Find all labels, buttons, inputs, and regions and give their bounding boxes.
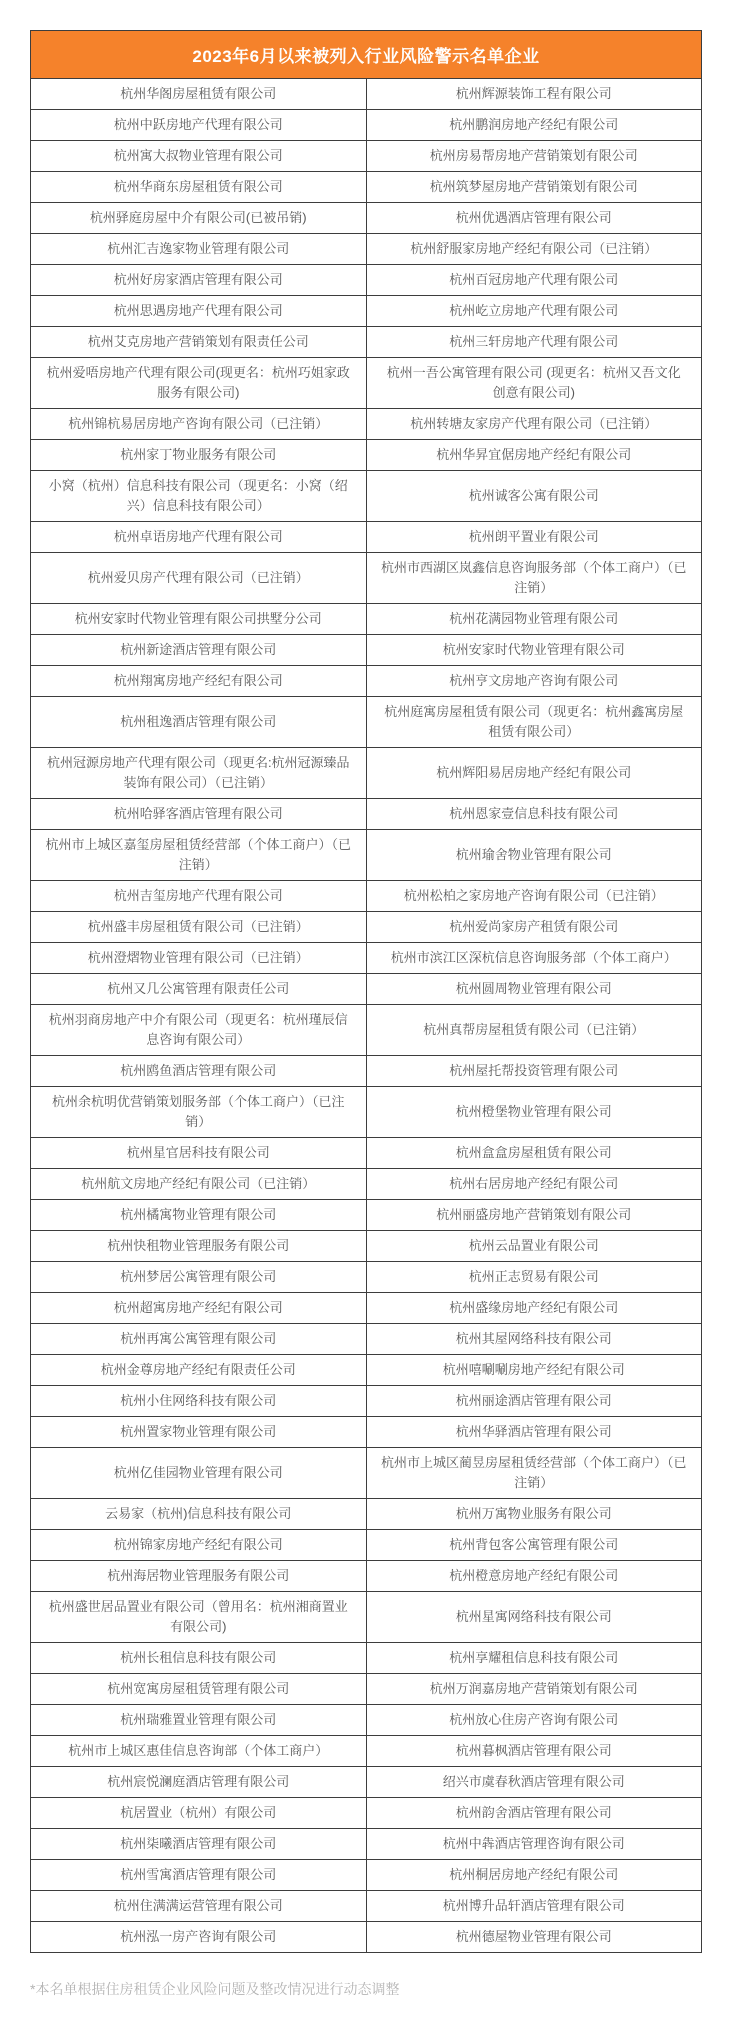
company-cell: 杭州享耀租信息科技有限公司 (366, 1643, 702, 1674)
company-cell: 杭州超寓房地产经纪有限公司 (31, 1293, 367, 1324)
company-cell: 杭居置业（杭州）有限公司 (31, 1798, 367, 1829)
table-row (31, 799, 702, 830)
company-cell: 杭州圆周物业管理有限公司 (366, 974, 702, 1005)
company-cell: 杭州朗平置业有限公司 (366, 522, 702, 553)
company-cell: 杭州诚客公寓有限公司 (366, 471, 702, 522)
company-cell: 杭州桐居房地产经纪有限公司 (366, 1860, 702, 1891)
table-row (31, 1829, 702, 1860)
company-cell: 杭州星寓网络科技有限公司 (366, 1592, 702, 1643)
company-cell: 杭州其屋网络科技有限公司 (366, 1324, 702, 1355)
company-cell: 杭州百冠房地产代理有限公司 (366, 265, 702, 296)
company-cell: 杭州万寓物业服务有限公司 (366, 1499, 702, 1530)
company-cell: 杭州置家物业管理有限公司 (31, 1417, 367, 1448)
table-header (31, 31, 702, 79)
table-row (31, 553, 702, 604)
table-row (31, 1530, 702, 1561)
company-cell: 杭州锦家房地产经纪有限公司 (31, 1530, 367, 1561)
company-cell: 杭州三轩房地产代理有限公司 (366, 327, 702, 358)
company-cell: 杭州住满满运营管理有限公司 (31, 1891, 367, 1922)
company-cell: 杭州宸悦澜庭酒店管理有限公司 (31, 1767, 367, 1798)
table-row (31, 1138, 702, 1169)
footnote-text: *本名单根据住房租赁企业风险问题及整改情况进行动态调整 (30, 1981, 400, 1997)
table-row (31, 471, 702, 522)
company-cell: 杭州辉源装饰工程有限公司 (366, 79, 702, 110)
company-cell: 杭州亨文房地产咨询有限公司 (366, 666, 702, 697)
table-row (31, 604, 702, 635)
table-row (31, 635, 702, 666)
company-cell: 杭州市西湖区岚鑫信息咨询服务部（个体工商户）（已注销） (366, 553, 702, 604)
table-row (31, 1674, 702, 1705)
table-row (31, 1922, 702, 1953)
company-cell: 杭州爱贝房产代理有限公司（已注销） (31, 553, 367, 604)
company-cell: 杭州租逸酒店管理有限公司 (31, 697, 367, 748)
table-row (31, 203, 702, 234)
company-cell: 杭州冠源房地产代理有限公司（现更名:杭州冠源臻品装饰有限公司）（已注销） (31, 748, 367, 799)
company-cell: 云易家（杭州)信息科技有限公司 (31, 1499, 367, 1530)
table-row (31, 912, 702, 943)
company-cell: 杭州亿佳园物业管理有限公司 (31, 1448, 367, 1499)
company-cell: 杭州新途酒店管理有限公司 (31, 635, 367, 666)
company-cell: 杭州锦杭易居房地产咨询有限公司（已注销） (31, 409, 367, 440)
company-cell: 杭州驿庭房屋中介有限公司(已被吊销) (31, 203, 367, 234)
table-title: 2023年6月以来被列入行业风险警示名单企业 (31, 31, 702, 79)
table-row (31, 1324, 702, 1355)
table-row (31, 296, 702, 327)
table-row (31, 358, 702, 409)
company-cell: 杭州华商东房屋租赁有限公司 (31, 172, 367, 203)
company-cell: 杭州安家时代物业管理有限公司 (366, 635, 702, 666)
company-cell: 杭州放心住房产咨询有限公司 (366, 1705, 702, 1736)
table-row (31, 234, 702, 265)
table-row (31, 1643, 702, 1674)
company-cell: 杭州云品置业有限公司 (366, 1231, 702, 1262)
company-cell: 杭州星官居科技有限公司 (31, 1138, 367, 1169)
table-row (31, 974, 702, 1005)
company-cell: 杭州余杭明优营销策划服务部（个体工商户）（已注销） (31, 1087, 367, 1138)
company-cell: 杭州市滨江区深杭信息咨询服务部（个体工商户） (366, 943, 702, 974)
table-row (31, 522, 702, 553)
company-cell: 杭州松柏之家房地产咨询有限公司（已注销） (366, 881, 702, 912)
company-cell: 杭州房易帮房地产营销策划有限公司 (366, 141, 702, 172)
company-cell: 杭州恩家壹信息科技有限公司 (366, 799, 702, 830)
company-cell: 杭州韵舍酒店管理有限公司 (366, 1798, 702, 1829)
table-row (31, 79, 702, 110)
company-cell: 杭州小住网络科技有限公司 (31, 1386, 367, 1417)
company-cell: 杭州鹏润房地产经纪有限公司 (366, 110, 702, 141)
company-cell: 杭州长租信息科技有限公司 (31, 1643, 367, 1674)
company-cell: 杭州一吾公寓管理有限公司 (现更名：杭州又吾文化创意有限公司) (366, 358, 702, 409)
company-cell: 杭州万润嘉房地产营销策划有限公司 (366, 1674, 702, 1705)
company-cell: 杭州背包客公寓管理有限公司 (366, 1530, 702, 1561)
company-cell: 杭州再寓公寓管理有限公司 (31, 1324, 367, 1355)
company-cell: 杭州卓语房地产代理有限公司 (31, 522, 367, 553)
table-row (31, 440, 702, 471)
company-cell: 杭州好房家酒店管理有限公司 (31, 265, 367, 296)
company-cell: 杭州屋托帮投资管理有限公司 (366, 1056, 702, 1087)
company-cell: 杭州瑜舍物业管理有限公司 (366, 830, 702, 881)
company-cell: 杭州嘻唰唰房地产经纪有限公司 (366, 1355, 702, 1386)
company-cell: 杭州盒盒房屋租赁有限公司 (366, 1138, 702, 1169)
table-row (31, 1561, 702, 1592)
company-cell: 杭州真帮房屋租赁有限公司（已注销） (366, 1005, 702, 1056)
table-row (31, 666, 702, 697)
company-cell: 杭州橘寓物业管理有限公司 (31, 1200, 367, 1231)
company-cell: 杭州转塘友家房产代理有限公司（已注销） (366, 409, 702, 440)
company-cell: 杭州优遇酒店管理有限公司 (366, 203, 702, 234)
company-cell: 杭州羽商房地产中介有限公司（现更名：杭州瑾辰信息咨询有限公司） (31, 1005, 367, 1056)
table-row (31, 1005, 702, 1056)
company-cell: 杭州海居物业管理服务有限公司 (31, 1561, 367, 1592)
table-row (31, 1293, 702, 1324)
table-row (31, 1231, 702, 1262)
company-cell: 杭州航文房地产经纪有限公司（已注销） (31, 1169, 367, 1200)
table-row (31, 881, 702, 912)
table-row (31, 1200, 702, 1231)
company-cell: 杭州屹立房地产代理有限公司 (366, 296, 702, 327)
table-header-row (31, 31, 702, 79)
table-row (31, 1499, 702, 1530)
company-cell: 杭州橙堡物业管理有限公司 (366, 1087, 702, 1138)
company-cell: 杭州思遇房地产代理有限公司 (31, 296, 367, 327)
company-cell: 杭州艾克房地产营销策划有限责任公司 (31, 327, 367, 358)
table-row (31, 110, 702, 141)
risk-warning-table (30, 30, 702, 1953)
company-cell: 杭州盛世居品置业有限公司（曾用名：杭州湘商置业有限公司) (31, 1592, 367, 1643)
company-cell: 杭州爱尚家房产租赁有限公司 (366, 912, 702, 943)
company-cell: 杭州宽寓房屋租赁管理有限公司 (31, 1674, 367, 1705)
table-row (31, 943, 702, 974)
company-cell: 杭州汇吉逸家物业管理有限公司 (31, 234, 367, 265)
company-cell: 杭州花满园物业管理有限公司 (366, 604, 702, 635)
company-cell: 小窝（杭州）信息科技有限公司（现更名：小窝（绍兴）信息科技有限公司） (31, 471, 367, 522)
company-cell: 杭州又几公寓管理有限责任公司 (31, 974, 367, 1005)
company-cell: 杭州华阁房屋租赁有限公司 (31, 79, 367, 110)
company-cell: 杭州吉玺房地产代理有限公司 (31, 881, 367, 912)
table-row (31, 1448, 702, 1499)
company-cell: 杭州盛丰房屋租赁有限公司（已注销） (31, 912, 367, 943)
table-row (31, 697, 702, 748)
table-row (31, 1417, 702, 1448)
table-row (31, 1056, 702, 1087)
company-cell: 杭州正志贸易有限公司 (366, 1262, 702, 1293)
company-cell: 杭州泓一房产咨询有限公司 (31, 1922, 367, 1953)
company-cell: 杭州华驿酒店管理有限公司 (366, 1417, 702, 1448)
company-cell: 杭州盛缘房地产经纪有限公司 (366, 1293, 702, 1324)
table-row (31, 1355, 702, 1386)
company-cell: 杭州雪寓酒店管理有限公司 (31, 1860, 367, 1891)
table-row (31, 1262, 702, 1293)
table-row (31, 409, 702, 440)
table-row (31, 1860, 702, 1891)
company-cell: 杭州辉阳易居房地产经纪有限公司 (366, 748, 702, 799)
company-cell: 杭州右居房地产经纪有限公司 (366, 1169, 702, 1200)
company-cell: 杭州安家时代物业管理有限公司拱墅分公司 (31, 604, 367, 635)
table-row (31, 1705, 702, 1736)
company-cell: 杭州鸥鱼酒店管理有限公司 (31, 1056, 367, 1087)
table-row (31, 327, 702, 358)
company-cell: 杭州丽途酒店管理有限公司 (366, 1386, 702, 1417)
company-cell: 杭州瑞雅置业管理有限公司 (31, 1705, 367, 1736)
table-row (31, 1736, 702, 1767)
company-cell: 杭州柒曦酒店管理有限公司 (31, 1829, 367, 1860)
company-cell: 杭州澄熠物业管理有限公司（已注销） (31, 943, 367, 974)
table-row (31, 265, 702, 296)
company-cell: 杭州中犇酒店管理咨询有限公司 (366, 1829, 702, 1860)
company-cell: 杭州华昇宜倨房地产经纪有限公司 (366, 440, 702, 471)
table-row (31, 830, 702, 881)
table-row (31, 172, 702, 203)
company-table-body (31, 79, 702, 1953)
company-cell: 杭州快租物业管理服务有限公司 (31, 1231, 367, 1262)
company-cell: 杭州市上城区惠佳信息咨询部（个体工商户） (31, 1736, 367, 1767)
company-cell: 杭州市上城区嘉玺房屋租赁经营部（个体工商户）（已注销） (31, 830, 367, 881)
company-cell: 杭州筑梦屋房地产营销策划有限公司 (366, 172, 702, 203)
company-cell: 杭州暮枫酒店管理有限公司 (366, 1736, 702, 1767)
table-row (31, 1891, 702, 1922)
company-cell: 杭州舒服家房地产经纪有限公司（已注销） (366, 234, 702, 265)
table-row (31, 141, 702, 172)
company-cell: 杭州梦居公寓管理有限公司 (31, 1262, 367, 1293)
table-row (31, 1592, 702, 1643)
company-cell: 绍兴市虞春秋酒店管理有限公司 (366, 1767, 702, 1798)
company-cell: 杭州庭寓房屋租赁有限公司（现更名：杭州鑫寓房屋租赁有限公司） (366, 697, 702, 748)
company-cell: 杭州博升品轩酒店管理有限公司 (366, 1891, 702, 1922)
table-row (31, 1169, 702, 1200)
table-row (31, 1087, 702, 1138)
company-cell: 杭州翔寓房地产经纪有限公司 (31, 666, 367, 697)
table-row (31, 748, 702, 799)
company-cell: 杭州金尊房地产经纪有限责任公司 (31, 1355, 367, 1386)
table-row (31, 1798, 702, 1829)
company-cell: 杭州爱唔房地产代理有限公司(现更名：杭州巧姐家政服务有限公司) (31, 358, 367, 409)
company-cell: 杭州德屋物业管理有限公司 (366, 1922, 702, 1953)
table-row (31, 1767, 702, 1798)
company-cell: 杭州中跃房地产代理有限公司 (31, 110, 367, 141)
company-cell: 杭州橙意房地产经纪有限公司 (366, 1561, 702, 1592)
company-cell: 杭州哈驿客酒店管理有限公司 (31, 799, 367, 830)
company-cell: 杭州寓大叔物业管理有限公司 (31, 141, 367, 172)
company-cell: 杭州家丁物业服务有限公司 (31, 440, 367, 471)
table-row (31, 1386, 702, 1417)
company-cell: 杭州市上城区蔺昱房屋租赁经营部（个体工商户）（已注销） (366, 1448, 702, 1499)
company-cell: 杭州丽盛房地产营销策划有限公司 (366, 1200, 702, 1231)
